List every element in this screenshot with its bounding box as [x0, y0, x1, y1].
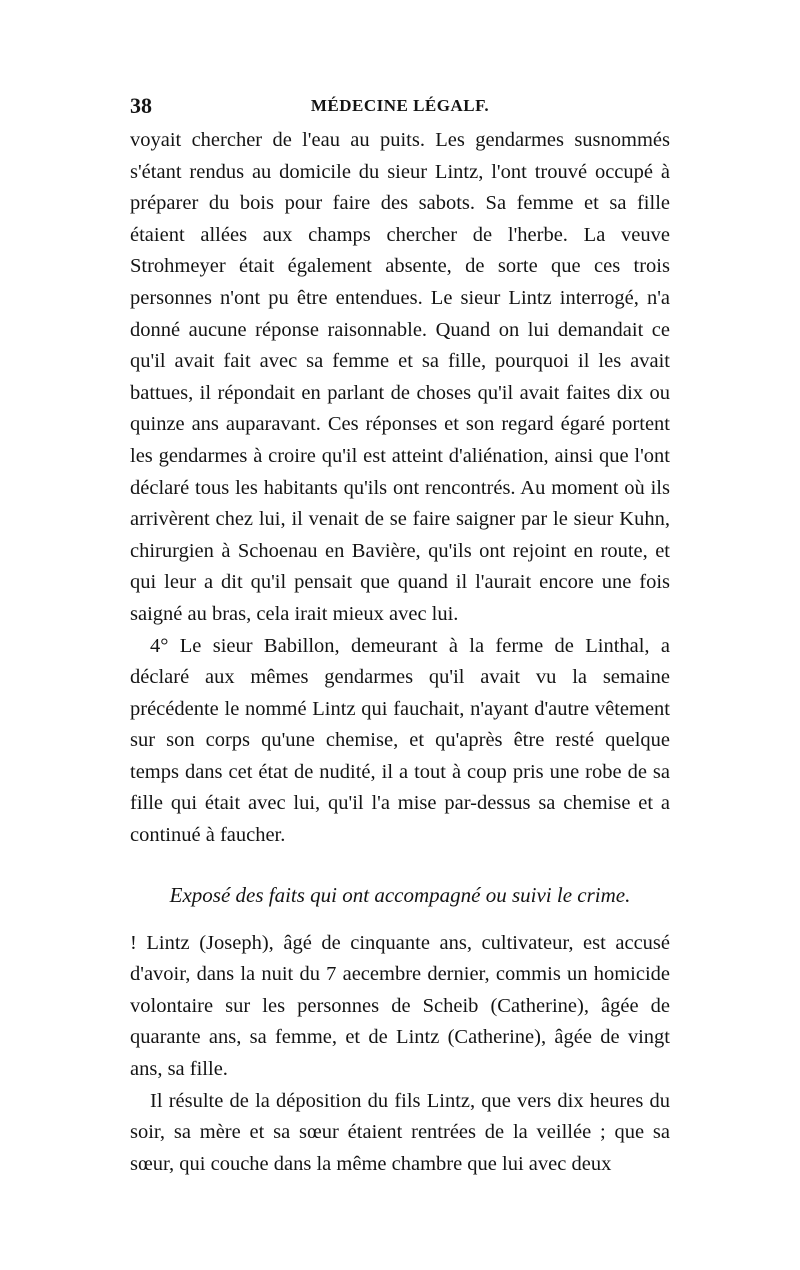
- paragraph-babillon-testimony: 4° Le sieur Babillon, demeurant à la ferme de Linthal, a déclaré aux mêmes gendarmes qu'il avait vu la semaine précédente le nommé Lintz qui fauchait, n'ayant d'autre vêtement sur son corps qu'une chemise, et qu'après être resté quelque temps dans cet état de nudité, il a tout à coup pris une robe de sa fille qui était avec lui, qu'il l'a mise par-dessus sa chemise et a continué à faucher.: [130, 634, 670, 847]
- page-number: 38: [130, 93, 152, 118]
- paragraph-accusation: ! Lintz (Joseph), âgé de cinquante ans, cultivateur, est accusé d'avoir, dans la nuit du 7 aecembre dernier, commis un homicide volontaire sur les personnes de Scheib (Catherine), âgée de quarante ans, sa femme, et de Lintz (Catherine), âgée de vingt ans, sa fille.: [130, 931, 670, 1081]
- running-head: MÉDECINE LÉGALF.: [310, 96, 490, 115]
- page-header: [130, 93, 670, 123]
- paragraph-continuation: voyait chercher de l'eau au puits. Les gendarmes susnommés s'étant rendus au domicile du sieur Lintz, l'ont trouvé occupé à préparer du bois pour faire des sabots. Sa femme et sa fille étaient allées aux champs chercher de l'herbe. La veuve Strohmeyer était également absente, de sorte que ces trois personnes n'ont pu être entendues. Le sieur Lintz interrogé, n'a donné aucune réponse raisonnable. Quand on lui demandait ce qu'il avait fait avec sa femme et sa fille, pourquoi il les avait battues, il répondait en parlant de choses qu'il avait faites dix ou quinze ans auparavant. Ces réponses et son regard égaré portent les gendarmes à croire qu'il est atteint d'aliénation, ainsi que l'ont déclaré tous les habitants qu'ils ont rencontrés. Au moment où ils arrivèrent chez lui, il venait de se faire saigner par le sieur Kuhn, chirurgien à Schoenau en Bavière, qu'ils ont rejoint en route, et qui leur a dit qu'il pensait que quand il l'aurait encore une fois saigné au bras, cela irait mieux avec lui.: [130, 129, 670, 625]
- section-heading: Exposé des faits qui ont accompagné ou suivi le crime.: [169, 882, 631, 907]
- body-text: [130, 125, 670, 1180]
- paragraph-son-deposition: Il résulte de la déposition du fils Lintz, que vers dix heures du soir, sa mère et sa sœur étaient rentrées de la veillée ; que sa sœur, qui couche dans la même chambre que lui avec deux: [130, 1089, 670, 1175]
